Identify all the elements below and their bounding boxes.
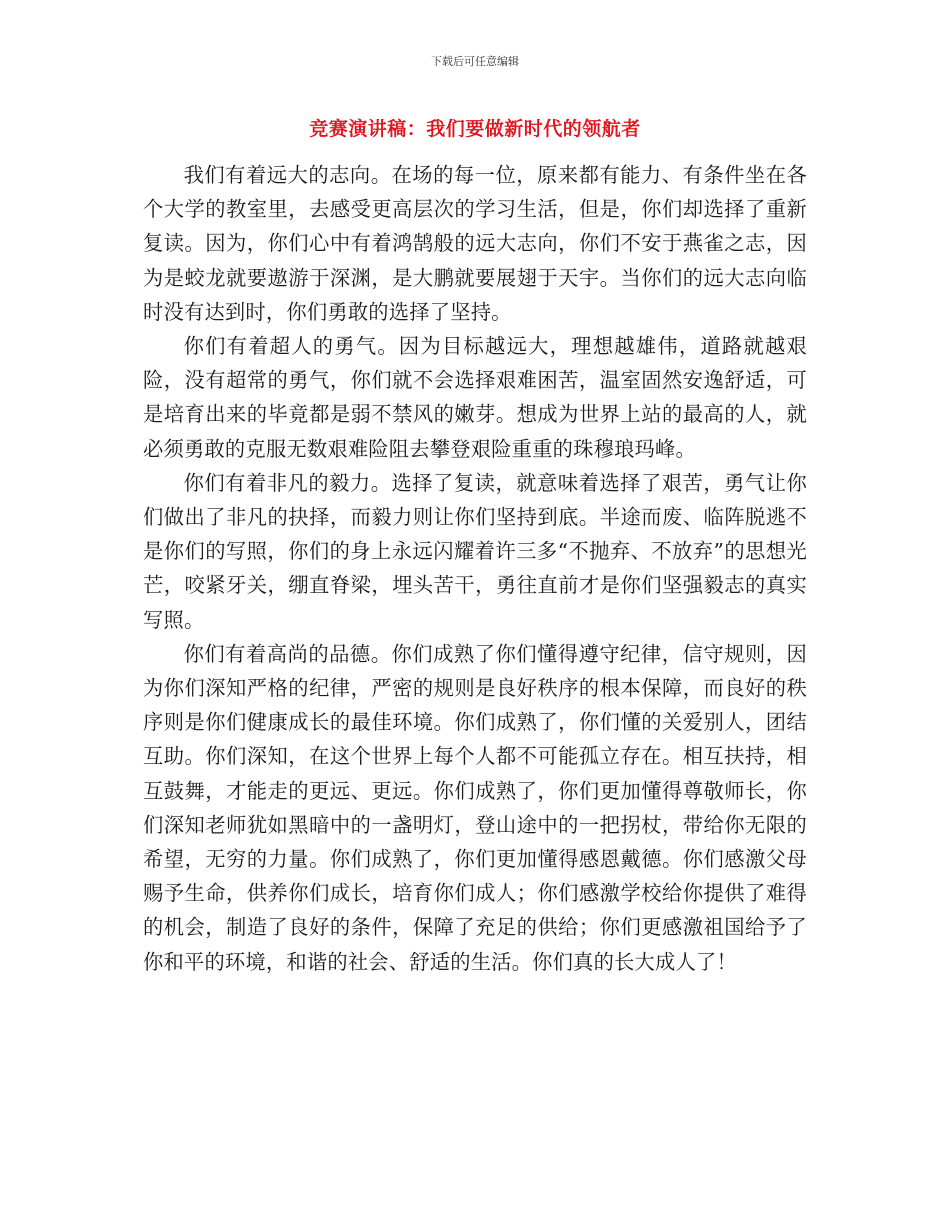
document-title: 竞赛演讲稿：我们要做新时代的领航者 — [309, 118, 641, 140]
header-note: 下载后可任意编辑 — [431, 55, 519, 68]
paragraph-3: 你们有着非凡的毅力。选择了复读，就意味着选择了艰苦，勇气让你们做出了非凡的抉择，而毅力则让你们坚持到底。半途而废、临阵脱逃不是你们的写照，你们的身上永远闪耀着许三多“不抛弃、不放弃”的思想光芒，咬紧牙关，绷直脊梁，埋头苦干，勇往直前才是你们坚强毅志的真实写照。 — [143, 470, 807, 632]
paragraph-4: 你们有着高尚的品德。你们成熟了你们懂得遵守纪律，信守规则，因为你们深知严格的纪律，严密的规则是良好秩序的根本保障，而良好的秩序则是你们健康成长的最佳环境。你们成熟了，你们懂的关爱别人，团结互助。你们深知，在这个世界上每个人都不可能孤立存在。相互扶持，相互鼓舞，才能走的更远、更远。你们成熟了，你们更加懂得尊敬师长，你们深知老师犹如黑暗中的一盏明灯，登山途中的一把拐杖，带给你无限的希望，无穷的力量。你们成熟了，你们更加懂得感恩戴德。你们感激父母赐予生命，供养你们成长，培育你们成人；你们感激学校给你提供了难得的机会，制造了良好的条件，保障了充足的供给；你们更感激祖国给予了你和平的环境，和谐的社会、舒适的生活。你们真的长大成人了！ — [143, 641, 807, 974]
paragraph-2: 你们有着超人的勇气。因为目标越远大，理想越雄伟，道路就越艰险，没有超常的勇气，你们就不会选择艰难困苦，温室固然安逸舒适，可是培育出来的毕竟都是弱不禁风的嫩芽。想成为世界上站的最高的人，就必须勇敢的克服无数艰难险阻去攀登艰险重重的珠穆琅玛峰。 — [143, 334, 807, 461]
document-body — [143, 158, 807, 979]
paragraph-1: 我们有着远大的志向。在场的每一位，原来都有能力、有条件坐在各个大学的教室里，去感受更高层次的学习生活，但是，你们却选择了重新复读。因为，你们心中有着鸿鹄般的远大志向，你们不安于燕雀之志，因为是蛟龙就要遨游于深渊，是大鹏就要展翅于天宇。当你们的远大志向临时没有达到时，你们勇敢的选择了坚持。 — [143, 163, 807, 324]
